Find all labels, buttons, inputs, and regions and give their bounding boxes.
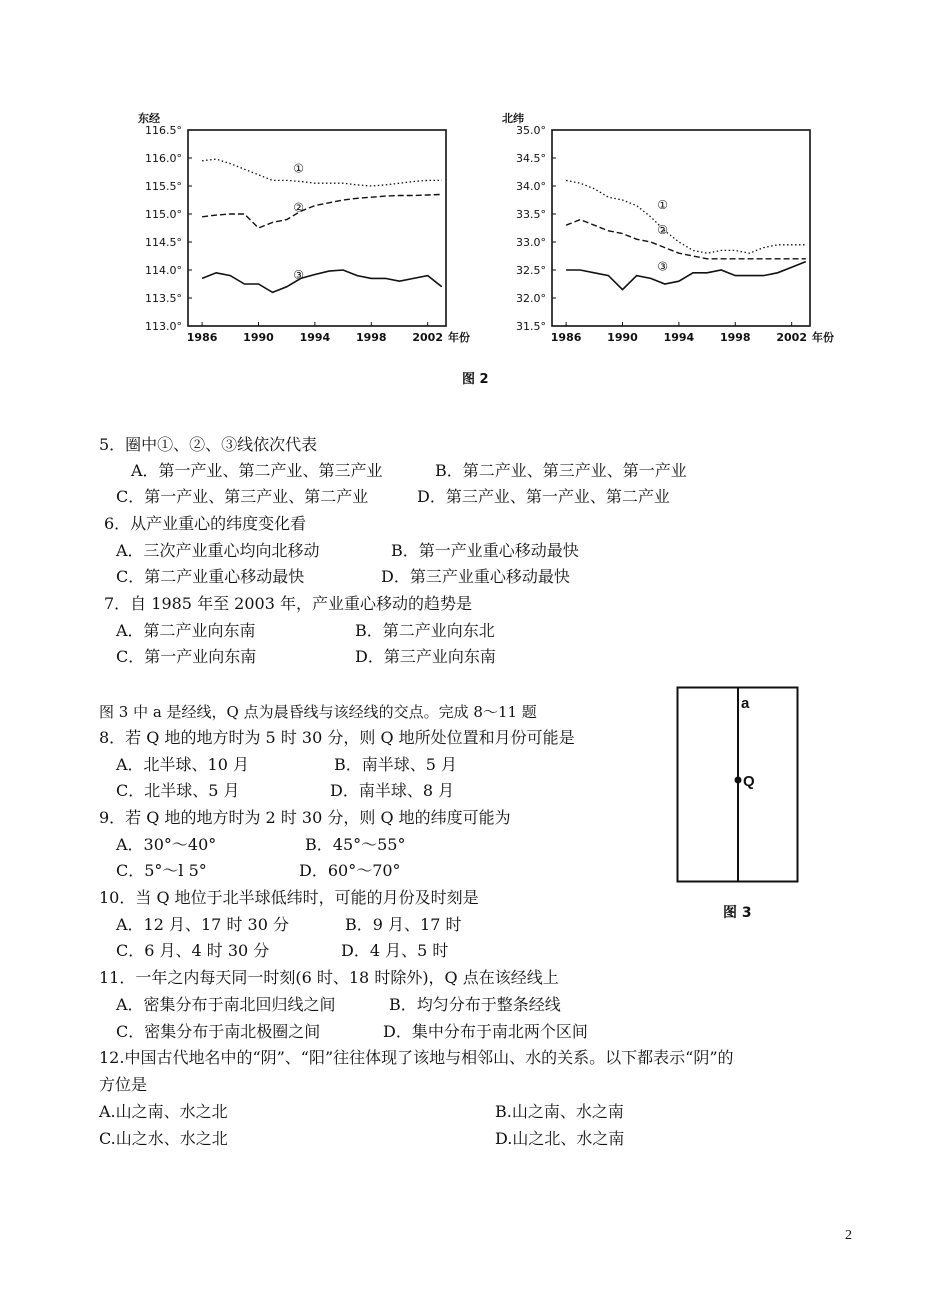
figure3-label-a: a <box>741 695 750 712</box>
q5-opt-c: C．第一产业、第三产业、第二产业 <box>116 487 369 506</box>
lat-ytick-label: 34.0° <box>516 180 546 193</box>
q9-stem: 9．若 Q 地的地方时为 2 时 30 分，则 Q 地的纬度可能为 <box>99 808 511 827</box>
figure2-caption: 图 2 <box>462 372 489 387</box>
figure3-caption: 图 3 <box>723 905 752 921</box>
q12-opt-b: B.山之南、水之南 <box>495 1102 624 1121</box>
lon-plot-frame <box>188 130 446 326</box>
lat-xtick-label: 1990 <box>607 331 638 344</box>
chart-longitude-svg <box>120 104 470 354</box>
lon-xtick-label: 1990 <box>243 331 274 344</box>
lon-ytick-label: 114.5° <box>145 236 182 249</box>
chart-longitude <box>120 104 470 354</box>
q11-opt-c: C．密集分布于南北极圈之间 <box>116 1022 321 1041</box>
q12-stem-line2: 方位是 <box>99 1075 148 1094</box>
q8-opt-d: D．南半球、8 月 <box>330 781 455 800</box>
lat-ytick-label: 32.5° <box>516 264 546 277</box>
fig3-intro: 图 3 中 a 是经线，Q 点为晨昏线与该经线的交点。完成 8～11 题 <box>99 703 537 721</box>
q7-opt-d: D．第三产业向东南 <box>355 647 496 666</box>
figure3 <box>676 686 800 884</box>
q11-opt-d: D．集中分布于南北两个区间 <box>383 1022 588 1041</box>
lat-xtick-label: 2002 <box>776 331 807 344</box>
lon-ytick-label: 113.5° <box>145 292 182 305</box>
lat-ytick-label: 32.0° <box>516 292 546 305</box>
lon-ytick-label: 115.0° <box>145 208 182 221</box>
q8-opt-b: B．南半球、5 月 <box>334 755 458 774</box>
q11-stem: 11．一年之内每天同一时刻(6 时、18 时除外)，Q 点在该经线上 <box>99 968 559 987</box>
q6-opt-a: A．三次产业重心均向北移动 <box>116 541 320 560</box>
q8-opt-c: C．北半球、5 月 <box>116 781 240 800</box>
q6-stem: 6．从产业重心的纬度变化看 <box>104 514 307 533</box>
q8-stem: 8．若 Q 地的地方时为 5 时 30 分，则 Q 地所处位置和月份可能是 <box>99 728 575 747</box>
q7-opt-c: C．第一产业向东南 <box>116 647 257 666</box>
lon-xlabel-unit: 年份 <box>448 331 470 344</box>
lat-ytick-label: 35.0° <box>516 124 546 137</box>
lon-ytick-label: 114.0° <box>145 264 182 277</box>
lon-ytick-label: 116.0° <box>145 152 182 165</box>
lat-xlabel-unit: 年份 <box>812 331 834 344</box>
q7-stem: 7．自 1985 年至 2003 年，产业重心移动的趋势是 <box>104 594 472 613</box>
q6-opt-d: D．第三产业重心移动最快 <box>381 567 570 586</box>
figure3-point-q <box>735 777 742 784</box>
lat-xtick-label: 1986 <box>550 331 582 344</box>
q9-opt-a: A．30°～40° <box>116 835 217 854</box>
lat-ylabel: 北纬 <box>502 112 524 125</box>
q12-stem-line1: 12.中国古代地名中的“阴”、“阳”往往体现了该地与相邻山、水的关系。以下都表示“阴”的 <box>99 1048 734 1067</box>
q11-opt-b: B．均匀分布于整条经线 <box>389 995 561 1014</box>
q12-opt-c: C.山之水、水之北 <box>99 1129 228 1148</box>
q9-opt-c: C．5°～l 5° <box>116 861 207 880</box>
lon-ytick-label: 115.5° <box>145 180 182 193</box>
q5-stem: 5．圈中①、②、③线依次代表 <box>99 435 318 454</box>
lat-series-3-line <box>566 262 806 290</box>
q10-opt-a: A．12 月、17 时 30 分 <box>116 915 289 934</box>
q12-opt-a: A.山之南、水之北 <box>99 1102 228 1121</box>
q9-opt-b: B．45°～55° <box>305 835 406 854</box>
lon-series-3-label: ③ <box>293 267 305 282</box>
lon-xtick-label: 1986 <box>186 331 218 344</box>
lat-series-1-line <box>566 180 806 253</box>
q5-opt-a: A．第一产业、第二产业、第三产业 <box>131 461 383 480</box>
q6-opt-c: C．第二产业重心移动最快 <box>116 567 305 586</box>
q5-opt-b: B．第二产业、第三产业、第一产业 <box>435 461 687 480</box>
lat-plot-frame <box>552 130 810 326</box>
q10-stem: 10．当 Q 地位于北半球低纬时，可能的月份及时刻是 <box>99 888 479 907</box>
page-number: 2 <box>845 1228 852 1243</box>
q12-opt-d: D.山之北、水之南 <box>495 1129 625 1148</box>
lat-series-2-label: ② <box>657 223 669 237</box>
lat-ytick-label: 33.0° <box>516 236 546 249</box>
q5-opt-d: D．第三产业、第一产业、第二产业 <box>417 487 670 506</box>
chart-latitude <box>484 104 834 354</box>
lon-series-1-label: ① <box>293 161 305 176</box>
q10-opt-d: D．4 月、5 时 <box>341 941 449 960</box>
lat-series-2-line <box>566 220 806 259</box>
lon-ytick-label: 116.5° <box>145 124 182 137</box>
lon-xtick-label: 1998 <box>355 331 387 344</box>
lon-ylabel: 东经 <box>138 112 160 125</box>
lat-ytick-label: 33.5° <box>516 208 546 221</box>
q7-opt-b: B．第二产业向东北 <box>355 621 495 640</box>
q10-opt-b: B．9 月、17 时 <box>345 915 462 934</box>
q8-opt-a: A．北半球、10 月 <box>116 755 250 774</box>
lon-series-2-line <box>202 194 442 228</box>
lat-ytick-label: 31.5° <box>516 320 546 333</box>
lat-ytick-label: 34.5° <box>516 152 546 165</box>
q11-opt-a: A．密集分布于南北回归线之间 <box>116 995 336 1014</box>
lon-xtick-label: 1994 <box>299 331 331 344</box>
q10-opt-c: C．6 月、4 时 30 分 <box>116 941 270 960</box>
lat-xtick-label: 1998 <box>719 331 751 344</box>
lon-series-3-line <box>202 267 442 292</box>
chart-latitude-svg <box>484 104 834 354</box>
q9-opt-d: D．60°～70° <box>299 861 401 880</box>
q7-opt-a: A．第二产业向东南 <box>116 621 256 640</box>
q6-opt-b: B．第一产业重心移动最快 <box>391 541 579 560</box>
lon-ytick-label: 113.0° <box>145 320 182 333</box>
lat-xtick-label: 1994 <box>663 331 695 344</box>
lat-series-3-label: ③ <box>657 259 669 274</box>
lon-series-1-line <box>202 159 442 186</box>
figure3-label-q: Q <box>743 773 755 790</box>
figure3-diagram <box>676 686 800 884</box>
lon-series-2-label: ② <box>293 200 305 215</box>
lat-series-1-label: ① <box>657 197 669 212</box>
lon-xtick-label: 2002 <box>412 331 443 344</box>
